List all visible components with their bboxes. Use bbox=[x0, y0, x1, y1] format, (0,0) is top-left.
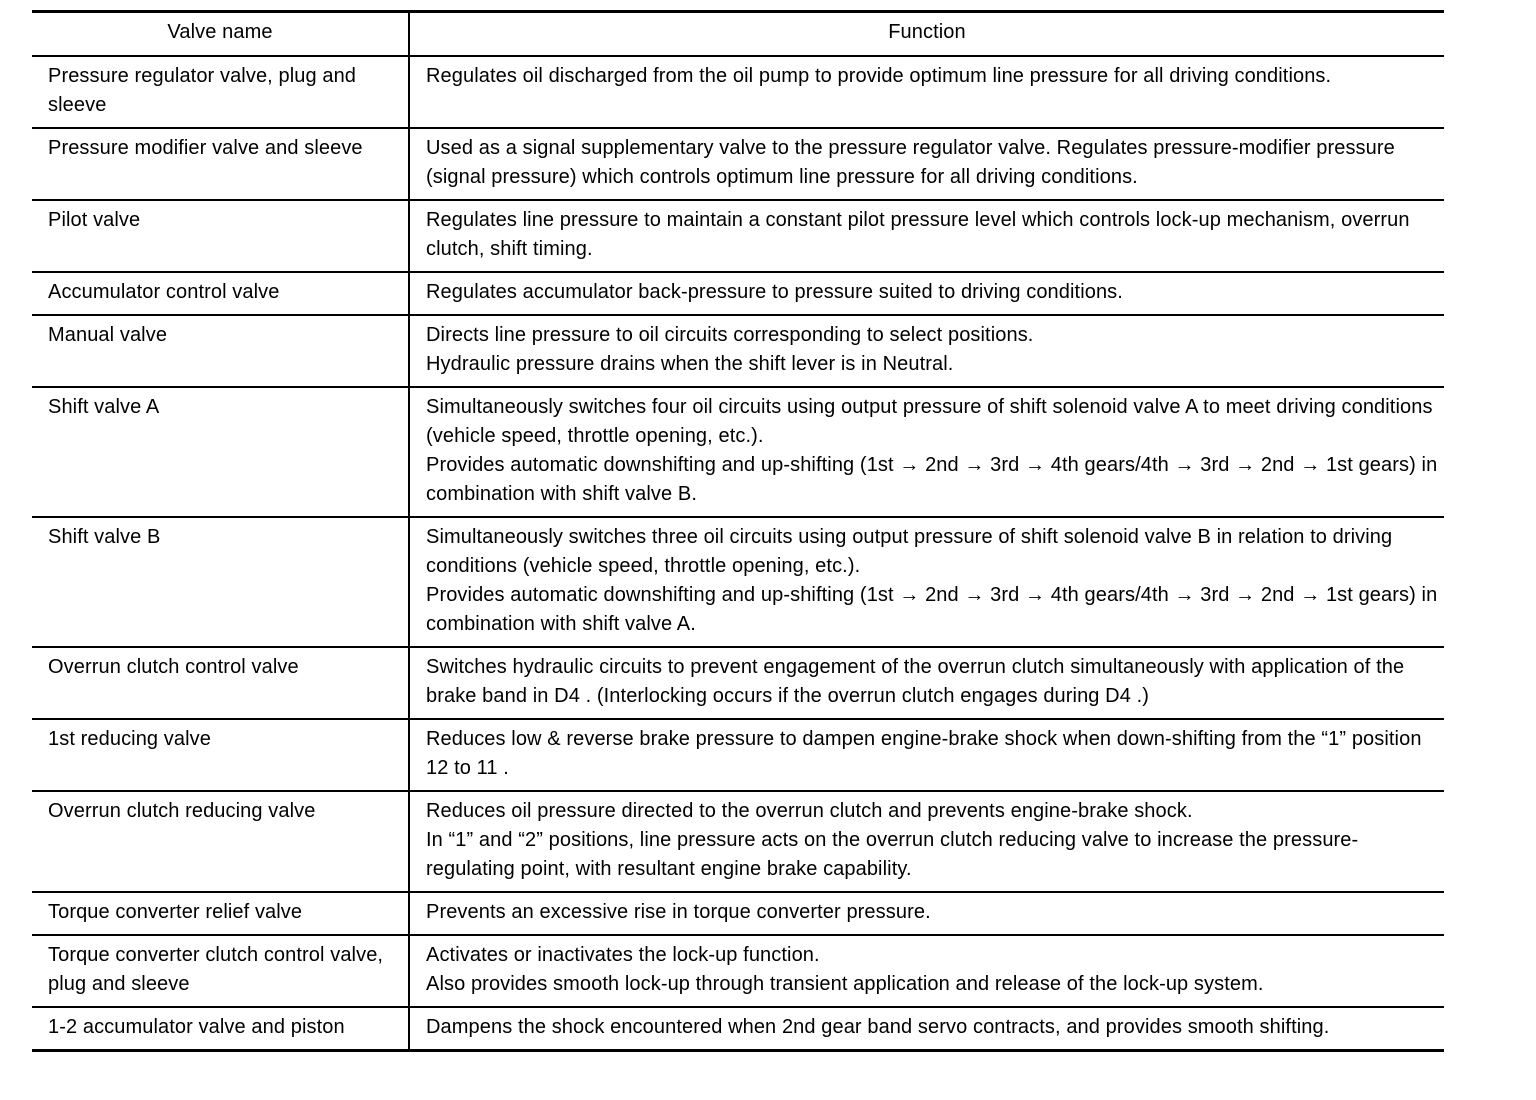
function-text: In “1” and “2” positions, line pressure acts on the overrun clutch reducing valve to increase the pressure-regulating point, with resultant engine brake capability. bbox=[426, 829, 1359, 880]
valve-name-cell: Accumulator control valve bbox=[32, 272, 409, 315]
function-text: Prevents an excessive rise in torque converter pressure. bbox=[426, 901, 931, 923]
table-row bbox=[32, 892, 1444, 935]
function-text: Regulates line pressure to maintain a constant pilot pressure level which controls lock-up mechanism, overrun clutch, shift timing. bbox=[426, 209, 1410, 260]
valve-function-cell bbox=[409, 719, 1444, 791]
valve-name-cell: 1st reducing valve bbox=[32, 719, 409, 791]
table-row bbox=[32, 517, 1444, 647]
function-text: Also provides smooth lock-up through transient application and release of the lock-up system. bbox=[426, 973, 1264, 995]
table-header-row bbox=[32, 12, 1444, 57]
valve-function-cell bbox=[409, 892, 1444, 935]
table-row bbox=[32, 791, 1444, 892]
valve-function-cell bbox=[409, 56, 1444, 128]
valve-name-cell: Shift valve B bbox=[32, 517, 409, 647]
table-row bbox=[32, 1007, 1444, 1051]
valve-function-cell bbox=[409, 647, 1444, 719]
valve-name-cell: Shift valve A bbox=[32, 387, 409, 517]
table-row bbox=[32, 387, 1444, 517]
table-row bbox=[32, 200, 1444, 272]
valve-function-cell bbox=[409, 200, 1444, 272]
function-text: Hydraulic pressure drains when the shift lever is in Neutral. bbox=[426, 353, 954, 375]
valve-function-cell bbox=[409, 517, 1444, 647]
function-text: Dampens the shock encountered when 2nd gear band servo contracts, and provides smooth shifting. bbox=[426, 1016, 1330, 1038]
function-text: Reduces low & reverse brake pressure to dampen engine-brake shock when down-shifting from the “1” position 12 to 11 . bbox=[426, 728, 1422, 779]
valve-name-cell: Torque converter relief valve bbox=[32, 892, 409, 935]
function-text: Provides automatic downshifting and up-shifting (1st → 2nd → 3rd → 4th gears/4th → 3rd → 2nd → 1st gears) in combination with shift valve B. bbox=[426, 454, 1438, 505]
valve-function-cell bbox=[409, 1007, 1444, 1051]
table-body bbox=[32, 56, 1444, 1051]
table-row bbox=[32, 128, 1444, 200]
valve-name-cell: Torque converter clutch control valve, plug and sleeve bbox=[32, 935, 409, 1007]
table-row bbox=[32, 315, 1444, 387]
column-header-function: Function bbox=[409, 12, 1444, 57]
function-text: Provides automatic downshifting and up-shifting (1st → 2nd → 3rd → 4th gears/4th → 3rd → 2nd → 1st gears) in combination with shift valve A. bbox=[426, 584, 1438, 635]
valve-function-cell bbox=[409, 387, 1444, 517]
valve-name-cell: Pressure regulator valve, plug and sleeve bbox=[32, 56, 409, 128]
valve-function-table bbox=[32, 10, 1444, 1052]
table-row bbox=[32, 935, 1444, 1007]
table-row bbox=[32, 56, 1444, 128]
function-text: Simultaneously switches four oil circuits using output pressure of shift solenoid valve A to meet driving conditions (vehicle speed, throttle opening, etc.). bbox=[426, 396, 1433, 447]
valve-name-cell: Overrun clutch control valve bbox=[32, 647, 409, 719]
table-row bbox=[32, 719, 1444, 791]
valve-name-cell: Manual valve bbox=[32, 315, 409, 387]
function-text: Regulates oil discharged from the oil pump to provide optimum line pressure for all driving conditions. bbox=[426, 65, 1332, 87]
valve-name-cell: Pressure modifier valve and sleeve bbox=[32, 128, 409, 200]
function-text: Directs line pressure to oil circuits corresponding to select positions. bbox=[426, 324, 1034, 346]
function-text: Activates or inactivates the lock-up function. bbox=[426, 944, 820, 966]
table-row bbox=[32, 272, 1444, 315]
valve-function-cell bbox=[409, 315, 1444, 387]
function-text: Switches hydraulic circuits to prevent engagement of the overrun clutch simultaneously with application of the brake band in D4 . (Interlocking occurs if the overrun clutch engages during D4 .) bbox=[426, 656, 1405, 707]
function-text: Simultaneously switches three oil circuits using output pressure of shift solenoid valve B in relation to driving conditions (vehicle speed, throttle opening, etc.). bbox=[426, 526, 1393, 577]
function-text: Regulates accumulator back-pressure to pressure suited to driving conditions. bbox=[426, 281, 1123, 303]
valve-name-cell: Pilot valve bbox=[32, 200, 409, 272]
valve-name-cell: Overrun clutch reducing valve bbox=[32, 791, 409, 892]
function-text: Used as a signal supplementary valve to the pressure regulator valve. Regulates pressure-modifier pressure (signal pressure) which controls optimum line pressure for all driving conditions. bbox=[426, 137, 1395, 188]
valve-function-cell bbox=[409, 791, 1444, 892]
table-row bbox=[32, 647, 1444, 719]
function-text: Reduces oil pressure directed to the overrun clutch and prevents engine-brake shock. bbox=[426, 800, 1193, 822]
valve-function-cell bbox=[409, 935, 1444, 1007]
valve-function-cell bbox=[409, 128, 1444, 200]
column-header-valve-name: Valve name bbox=[32, 12, 409, 57]
valve-name-cell: 1-2 accumulator valve and piston bbox=[32, 1007, 409, 1051]
valve-function-cell bbox=[409, 272, 1444, 315]
